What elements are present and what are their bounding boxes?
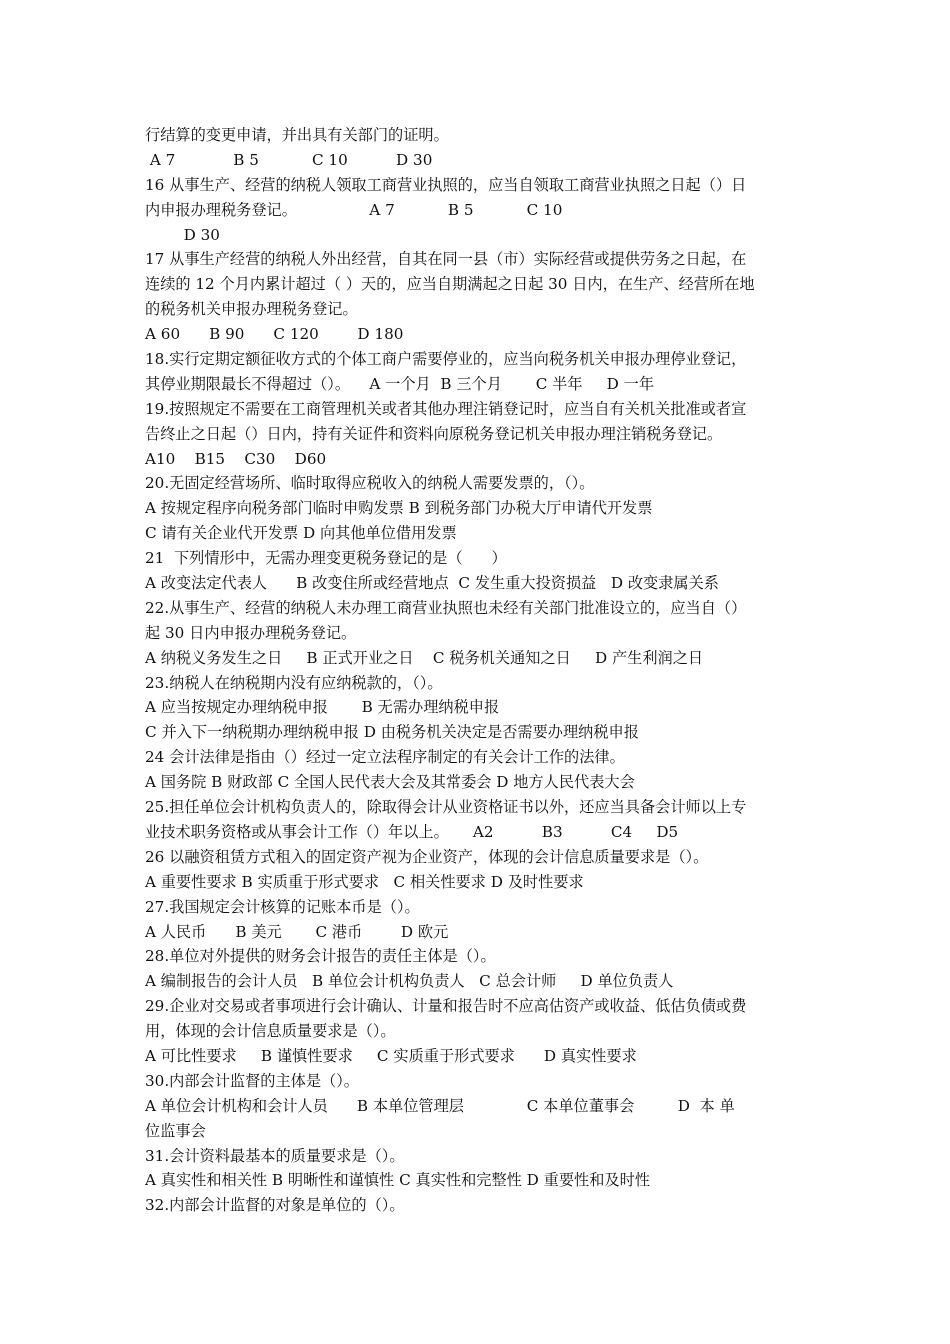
text-line: C 请有关企业代开发票 D 向其他单位借用发票 — [145, 524, 457, 543]
text-line: 位监事会 — [145, 1121, 206, 1140]
text-line: 25.担任单位会计机构负责人的，除取得会计从业资格证书以外，还应当具备会计师以上专 — [145, 798, 747, 817]
text-line: D 30 — [145, 225, 220, 244]
text-line: 内申报办理税务登记。 A 7 B 5 C 10 — [145, 200, 563, 219]
text-line: A 应当按规定办理纳税申报 B 无需办理纳税申报 — [145, 698, 500, 717]
text-line: A 纳税义务发生之日 B 正式开业之日 C 税务机关通知之日 D 产生利润之日 — [145, 648, 704, 667]
text-line: 23.纳税人在纳税期内没有应纳税款的，（）。 — [145, 673, 443, 692]
text-line: A 按规定程序向税务部门临时申购发票 B 到税务部门办税大厅申请代开发票 — [145, 499, 653, 518]
text-line: A 国务院 B 财政部 C 全国人民代表大会及其常委会 D 地方人民代表大会 — [145, 773, 635, 792]
text-line: A10 B15 C30 D60 — [145, 449, 327, 468]
text-line: 17 从事生产经营的纳税人外出经营，自其在同一县（市）实际经营或提供劳务之日起，在 — [145, 250, 747, 269]
text-line: 其停业期限最长不得超过（）。 A 一个月 B 三个月 C 半年 D 一年 — [145, 374, 655, 393]
document-page — [145, 123, 810, 1218]
text-line: A 7 B 5 C 10 D 30 — [145, 150, 433, 169]
text-line: 30.内部会计监督的主体是（）。 — [145, 1071, 359, 1090]
text-line: 20.无固定经营场所、临时取得应税收入的纳税人需要发票的，（）。 — [145, 474, 595, 493]
text-line: 16 从事生产、经营的纳税人领取工商营业执照的，应当自领取工商营业执照之日起（）日 — [145, 175, 747, 194]
text-line: 起 30 日内申报办理税务登记。 — [145, 623, 357, 642]
text-line: 24 会计法律是指由（）经过一定立法程序制定的有关会计工作的法律。 — [145, 748, 625, 767]
text-line: 业技术职务资格或从事会计工作（）年以上。 A2 B3 C4 D5 — [145, 822, 679, 841]
text-line: 22.从事生产、经营的纳税人未办理工商营业执照也未经有关部门批准设立的，应当自（） — [145, 598, 747, 617]
text-line: 21 下列情形中，无需办理变更税务登记的是（ ） — [145, 549, 507, 568]
text-line: A 真实性和相关性 B 明晰性和谨慎性 C 真实性和完整性 D 重要性和及时性 — [145, 1171, 650, 1190]
text-line: C 并入下一纳税期办理纳税申报 D 由税务机关决定是否需要办理纳税申报 — [145, 723, 639, 742]
text-line: 用，体现的会计信息质量要求是（）。 — [145, 1022, 396, 1041]
text-line: A 编制报告的会计人员 B 单位会计机构负责人 C 总会计师 D 单位负责人 — [145, 972, 674, 991]
text-line: A 60 B 90 C 120 D 180 — [145, 325, 404, 344]
text-line: 27.我国规定会计核算的记账本币是（）。 — [145, 897, 420, 916]
text-line: A 单位会计机构和会计人员 B 本单位管理层 C 本单位董事会 D 本 单 — [145, 1096, 735, 1115]
text-line: 29.企业对交易或者事项进行会计确认、计量和报告时不应高估资产或收益、低估负债或费 — [145, 997, 747, 1016]
text-line: 的税务机关申报办理税务登记。 — [145, 300, 358, 319]
text-line: 28.单位对外提供的财务会计报告的责任主体是（）。 — [145, 947, 496, 966]
text-line: 19.按照规定不需要在工商管理机关或者其他办理注销登记时，应当自有关机关批准或者宣 — [145, 399, 747, 418]
text-line: A 可比性要求 B 谨慎性要求 C 实质重于形式要求 D 真实性要求 — [145, 1046, 637, 1065]
text-line: 告终止之日起（）日内，持有关证件和资料向原税务登记机关申报办理注销税务登记。 — [145, 424, 723, 443]
text-line: 行结算的变更申请，并出具有关部门的证明。 — [145, 126, 449, 144]
text-line: A 人民币 B 美元 C 港币 D 欧元 — [145, 922, 449, 941]
text-line: A 重要性要求 B 实质重于形式要求 C 相关性要求 D 及时性要求 — [145, 872, 584, 891]
text-line: 32.内部会计监督的对象是单位的（）。 — [145, 1196, 405, 1215]
text-line: 31.会计资料最基本的质量要求是（）。 — [145, 1146, 405, 1165]
text-line: A 改变法定代表人 B 改变住所或经营地点 C 发生重大投资损益 D 改变隶属关系 — [145, 574, 719, 593]
text-line: 26 以融资租赁方式租入的固定资产视为企业资产，体现的会计信息质量要求是（）。 — [145, 847, 709, 866]
text-line: 18.实行定期定额征收方式的个体工商户需要停业的，应当向税务机关申报办理停业登记， — [145, 350, 747, 369]
text-line: 连续的 12 个月内累计超过（ ）天的，应当自期满起之日起 30 日内，在生产、经营所在地 — [145, 275, 755, 294]
